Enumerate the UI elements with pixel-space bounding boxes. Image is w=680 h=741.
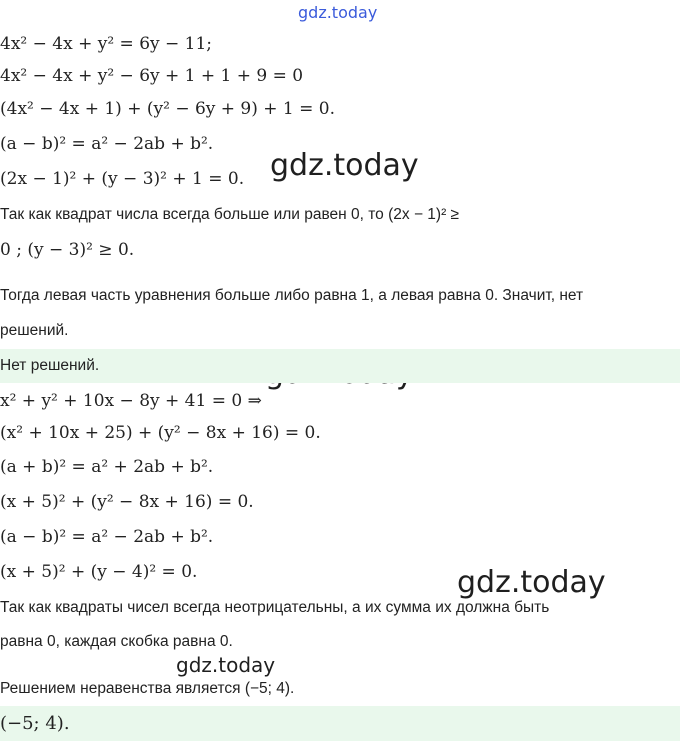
equation-line: (a + b)² = a² + 2ab + b². [0,457,214,477]
watermark: gdz.today [176,653,276,677]
answer-box [0,349,680,383]
explanation-text: Так как квадраты чисел всегда неотрицательны, а их сумма их должна быть [0,599,550,616]
equation-line: (x + 5)² + (y − 4)² = 0. [0,562,198,582]
answer-text: Нет решений. [0,357,100,374]
watermark-top: gdz.today [298,3,378,22]
explanation-text: Тогда левая часть уравнения больше либо равна 1, а левая равна 0. Значит, нет [0,287,584,304]
watermark: gdz.today [270,148,419,183]
equation-line: (x + 5)² + (y² − 8x + 16) = 0. [0,492,254,512]
equation-line: 4x² − 4x + y² = 6y − 11; [0,34,213,54]
equation-line: (x² + 10x + 25) + (y² − 8x + 16) = 0. [0,423,321,443]
explanation-text: равна 0, каждая скобка равна 0. [0,633,233,650]
equation-line: x² + y² + 10x − 8y + 41 = 0 ⇒ [0,391,262,411]
answer-box [0,706,680,741]
explanation-text: Решением неравенства является (−5; 4). [0,680,295,697]
equation-line: 4x² − 4x + y² − 6y + 1 + 1 + 9 = 0 [0,66,304,86]
explanation-text: Так как квадрат числа всегда больше или равен 0, то (2x − 1)² ≥ [0,206,460,223]
equation-line: (a − b)² = a² − 2ab + b². [0,527,214,547]
watermark: gdz.today [457,565,606,600]
explanation-text: решений. [0,322,69,339]
equation-line: (2x − 1)² + (y − 3)² + 1 = 0. [0,169,245,189]
explanation-text: 0 ; (y − 3)² ≥ 0. [0,240,135,260]
equation-line: (4x² − 4x + 1) + (y² − 6y + 9) + 1 = 0. [0,99,336,119]
equation-line: (a − b)² = a² − 2ab + b². [0,134,214,154]
answer-text: (−5; 4). [0,713,70,734]
